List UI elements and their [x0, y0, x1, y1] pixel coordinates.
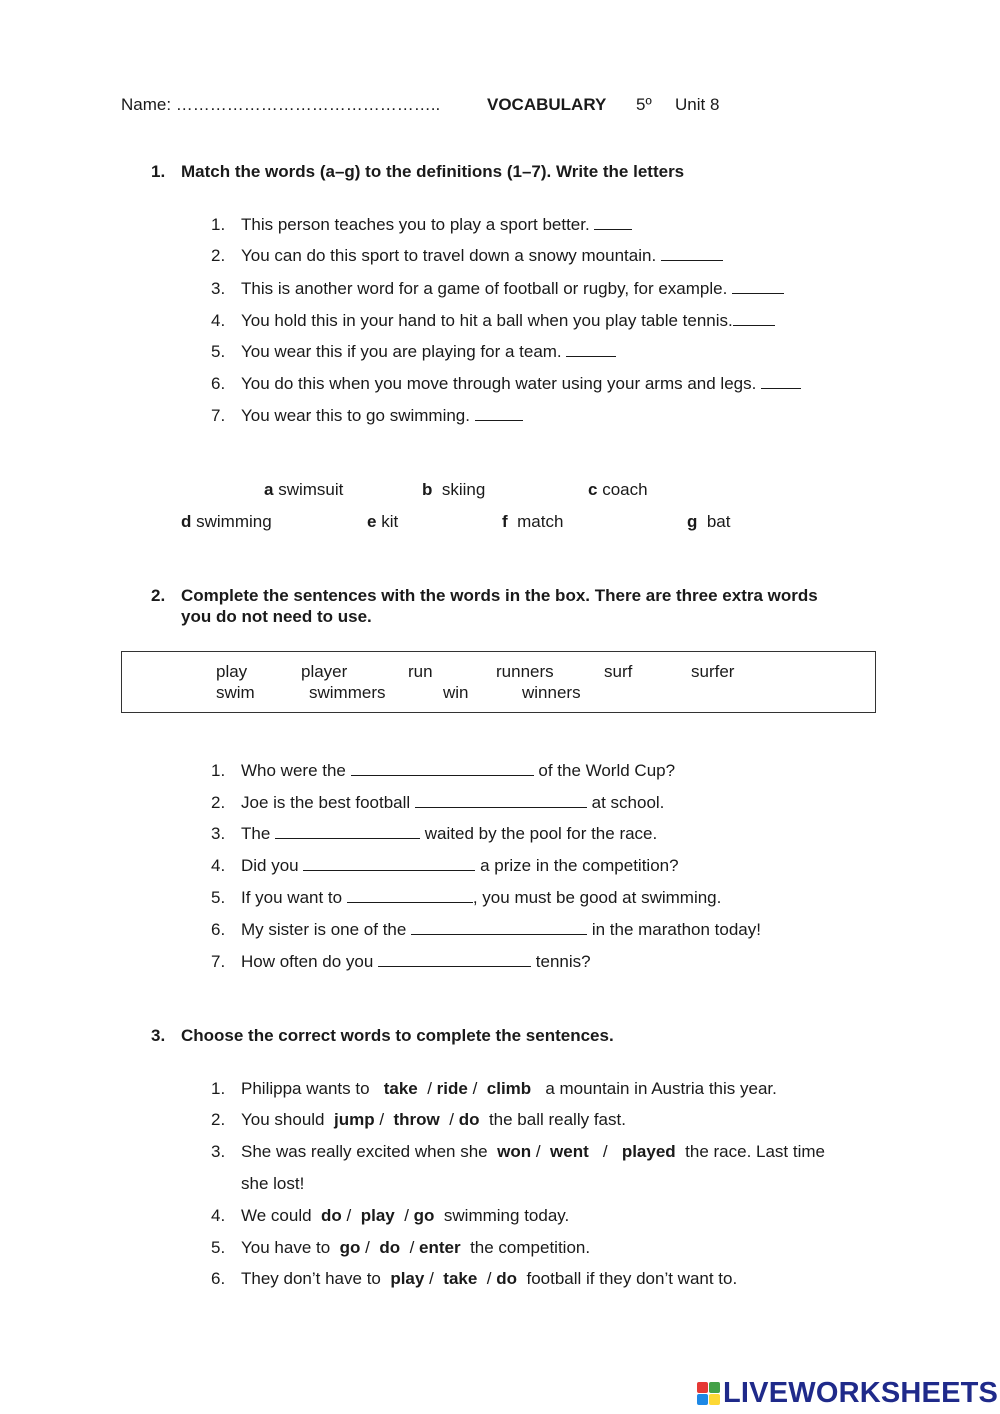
option-f [502, 512, 563, 532]
list-item [241, 311, 775, 331]
logo-square [697, 1382, 708, 1393]
answer-blank[interactable] [761, 374, 801, 389]
list-item [241, 246, 723, 266]
choice-option[interactable]: go [413, 1206, 435, 1225]
list-item-number: 4. [211, 856, 226, 875]
definition-text: You do this when you move through water using your arms and legs. [241, 374, 757, 393]
definition-text: This is another word for a game of football or rugby, for example. [241, 279, 728, 298]
choice-separator: / [535, 1142, 541, 1161]
list-item [241, 888, 721, 908]
choice-option[interactable]: climb [486, 1079, 532, 1098]
list-item-number: 6. [211, 374, 226, 393]
list-item-number: 5. [211, 1238, 226, 1257]
choice-option[interactable]: jump [333, 1110, 375, 1129]
list-item-number: 1. [211, 215, 226, 234]
box-word: win [443, 683, 469, 702]
logo-square [709, 1382, 720, 1393]
choice-option[interactable]: enter [419, 1238, 461, 1257]
list-item [241, 1206, 569, 1226]
sentence-end: football if they don’t want to. [526, 1269, 738, 1288]
choice-separator: / [365, 1238, 370, 1257]
option-word: swimsuit [278, 480, 344, 499]
box-word: surfer [691, 662, 735, 681]
list-item-number: 4. [211, 1206, 226, 1225]
list-item-number: 5. [211, 888, 226, 907]
list-item-number: 2. [211, 793, 226, 812]
choice-separator: / [486, 1269, 492, 1288]
option-e [367, 512, 398, 532]
list-item-number: 4. [211, 311, 226, 330]
box-word: run [408, 662, 433, 681]
list-item [241, 374, 801, 394]
answer-blank[interactable] [415, 793, 587, 808]
option-b [422, 480, 485, 500]
sentence-start: She was really excited when she [241, 1142, 488, 1161]
list-item [241, 406, 523, 426]
sentence-start: They don’t have to [241, 1269, 381, 1288]
list-item-number: 2. [211, 1110, 226, 1129]
answer-blank[interactable] [378, 952, 531, 967]
answer-blank[interactable] [351, 761, 534, 776]
option-c [588, 480, 648, 500]
sentence-start: Who were the [241, 761, 346, 780]
answer-blank[interactable] [303, 856, 475, 871]
sentence-end: a prize in the competition? [480, 856, 679, 875]
choice-option[interactable]: do [496, 1269, 518, 1288]
definition-text: You hold this in your hand to hit a ball when you play table tennis. [241, 311, 733, 330]
sentence-start: You should [241, 1110, 325, 1129]
section1-number: 1. [151, 162, 166, 181]
list-item-number: 7. [211, 952, 226, 971]
list-item-number: 3. [211, 824, 226, 843]
answer-blank[interactable] [566, 342, 616, 357]
box-word: swimmers [309, 683, 386, 702]
logo-square [709, 1394, 720, 1405]
list-item-number: 6. [211, 1269, 226, 1288]
answer-blank[interactable] [732, 279, 784, 294]
unit-label: Unit 8 [675, 95, 720, 114]
answer-blank[interactable] [661, 246, 723, 261]
choice-option[interactable]: won [497, 1142, 532, 1161]
option-letter: b [422, 480, 433, 499]
sentence-start: Philippa wants to [241, 1079, 370, 1098]
list-item [241, 856, 679, 876]
sentence-end: waited by the pool for the race. [424, 824, 658, 843]
choice-separator: / [404, 1206, 409, 1225]
list-item-number: 2. [211, 246, 226, 265]
choice-separator: / [427, 1079, 432, 1098]
list-item [241, 1238, 590, 1258]
list-item [241, 824, 657, 844]
sentence-start: Joe is the best football [241, 793, 411, 812]
answer-blank[interactable] [411, 920, 587, 935]
definition-text: You wear this to go swimming. [241, 406, 470, 425]
list-item-number: 7. [211, 406, 226, 425]
choice-option[interactable]: take [383, 1079, 418, 1098]
choice-option[interactable]: go [339, 1238, 361, 1257]
sentence-continuation: she lost! [241, 1174, 305, 1193]
list-item [241, 761, 675, 781]
sentence-end: swimming today. [443, 1206, 570, 1225]
choice-separator: / [346, 1206, 352, 1225]
grade-label: 5º [636, 95, 652, 114]
option-word: bat [706, 512, 731, 531]
option-a [264, 480, 343, 500]
choice-separator: / [379, 1110, 385, 1129]
list-item-number: 6. [211, 920, 226, 939]
sentence-end: in the marathon today! [591, 920, 761, 939]
sentence-end: tennis? [535, 952, 591, 971]
list-item-number: 1. [211, 1079, 226, 1098]
choice-option[interactable]: take [443, 1269, 478, 1288]
definition-text: You can do this sport to travel down a snowy mountain. [241, 246, 657, 265]
choice-option[interactable]: played [621, 1142, 676, 1161]
word-box [121, 651, 876, 713]
sentence-start: You have to [241, 1238, 331, 1257]
option-word: kit [381, 512, 399, 531]
section2-heading-line1: Complete the sentences with the words in the box. There are three extra words [181, 586, 818, 605]
choice-option[interactable]: play [360, 1206, 395, 1225]
box-word: winners [522, 683, 581, 702]
option-letter: f [502, 512, 508, 531]
list-item [241, 793, 664, 813]
choice-option[interactable]: went [550, 1142, 589, 1161]
section2-heading-line2: you do not need to use. [181, 607, 372, 626]
sentence-start: How often do you [241, 952, 374, 971]
name-field-label: Name: ……………………………………….. [121, 95, 441, 114]
box-word: runners [496, 662, 554, 681]
option-word: match [517, 512, 564, 531]
choice-option[interactable]: play [390, 1269, 425, 1288]
list-item [241, 279, 784, 299]
choice-separator: / [472, 1079, 478, 1098]
box-word: surf [604, 662, 633, 681]
option-word: coach [602, 480, 648, 499]
option-word: skiing [441, 480, 486, 499]
choice-option[interactable]: ride [436, 1079, 468, 1098]
sentence-start: The [241, 824, 271, 843]
section3-number: 3. [151, 1026, 166, 1045]
option-word: swimming [196, 512, 272, 531]
box-word: swim [216, 683, 255, 702]
sentence-end: at school. [591, 793, 665, 812]
definition-text: You wear this if you are playing for a team. [241, 342, 562, 361]
list-item [241, 1269, 737, 1289]
list-item-number: 1. [211, 761, 226, 780]
answer-blank[interactable] [347, 888, 473, 903]
sentence-start: If you want to [241, 888, 343, 907]
sentence-end: of the World Cup? [538, 761, 676, 780]
list-item [241, 920, 761, 940]
logo-icon [697, 1382, 720, 1405]
option-letter: c [588, 480, 598, 499]
choice-separator: / [409, 1238, 415, 1257]
list-item-number: 3. [211, 1142, 226, 1161]
list-item [241, 215, 632, 235]
choice-option[interactable]: do [379, 1238, 401, 1257]
choice-separator: / [602, 1142, 608, 1161]
option-letter: e [367, 512, 377, 531]
liveworksheets-logo[interactable] [697, 1376, 998, 1410]
choice-option[interactable]: do [458, 1110, 480, 1129]
choice-separator: / [429, 1269, 434, 1288]
choice-separator: / [449, 1110, 454, 1129]
option-letter: a [264, 480, 274, 499]
section3-heading: Choose the correct words to complete the sentences. [181, 1026, 614, 1045]
sentence-start: We could [241, 1206, 312, 1225]
logo-square [697, 1394, 708, 1405]
list-item-number: 3. [211, 279, 226, 298]
sentence-start: Did you [241, 856, 299, 875]
definition-text: This person teaches you to play a sport better. [241, 215, 590, 234]
sentence-end: the competition. [470, 1238, 591, 1257]
sentence-end: , you must be good at swimming. [472, 888, 722, 907]
logo-text: LIVEWORKSHEETS [723, 1376, 999, 1409]
list-item [241, 1110, 626, 1130]
section1-heading: Match the words (a–g) to the definitions (1–7). Write the letters [181, 162, 685, 181]
worksheet-title: VOCABULARY [487, 95, 607, 114]
option-letter: d [181, 512, 192, 531]
sentence-end: a mountain in Austria this year. [545, 1079, 777, 1098]
answer-blank[interactable] [733, 311, 775, 326]
answer-blank[interactable] [594, 215, 632, 230]
section2-number: 2. [151, 586, 166, 605]
option-g [687, 512, 730, 532]
sentence-end: the race. Last time [685, 1142, 825, 1161]
box-word: play [216, 662, 248, 681]
list-item [241, 1079, 777, 1099]
box-word: player [301, 662, 348, 681]
choice-option[interactable]: throw [393, 1110, 440, 1129]
list-item-number: 5. [211, 342, 226, 361]
answer-blank[interactable] [475, 406, 523, 421]
option-letter: g [687, 512, 698, 531]
sentence-start: My sister is one of the [241, 920, 407, 939]
answer-blank[interactable] [275, 824, 420, 839]
sentence-end: the ball really fast. [488, 1110, 626, 1129]
choice-option[interactable]: do [321, 1206, 342, 1225]
list-item [241, 342, 616, 362]
list-item [241, 1142, 825, 1162]
list-item [241, 952, 591, 972]
option-d [181, 512, 272, 532]
